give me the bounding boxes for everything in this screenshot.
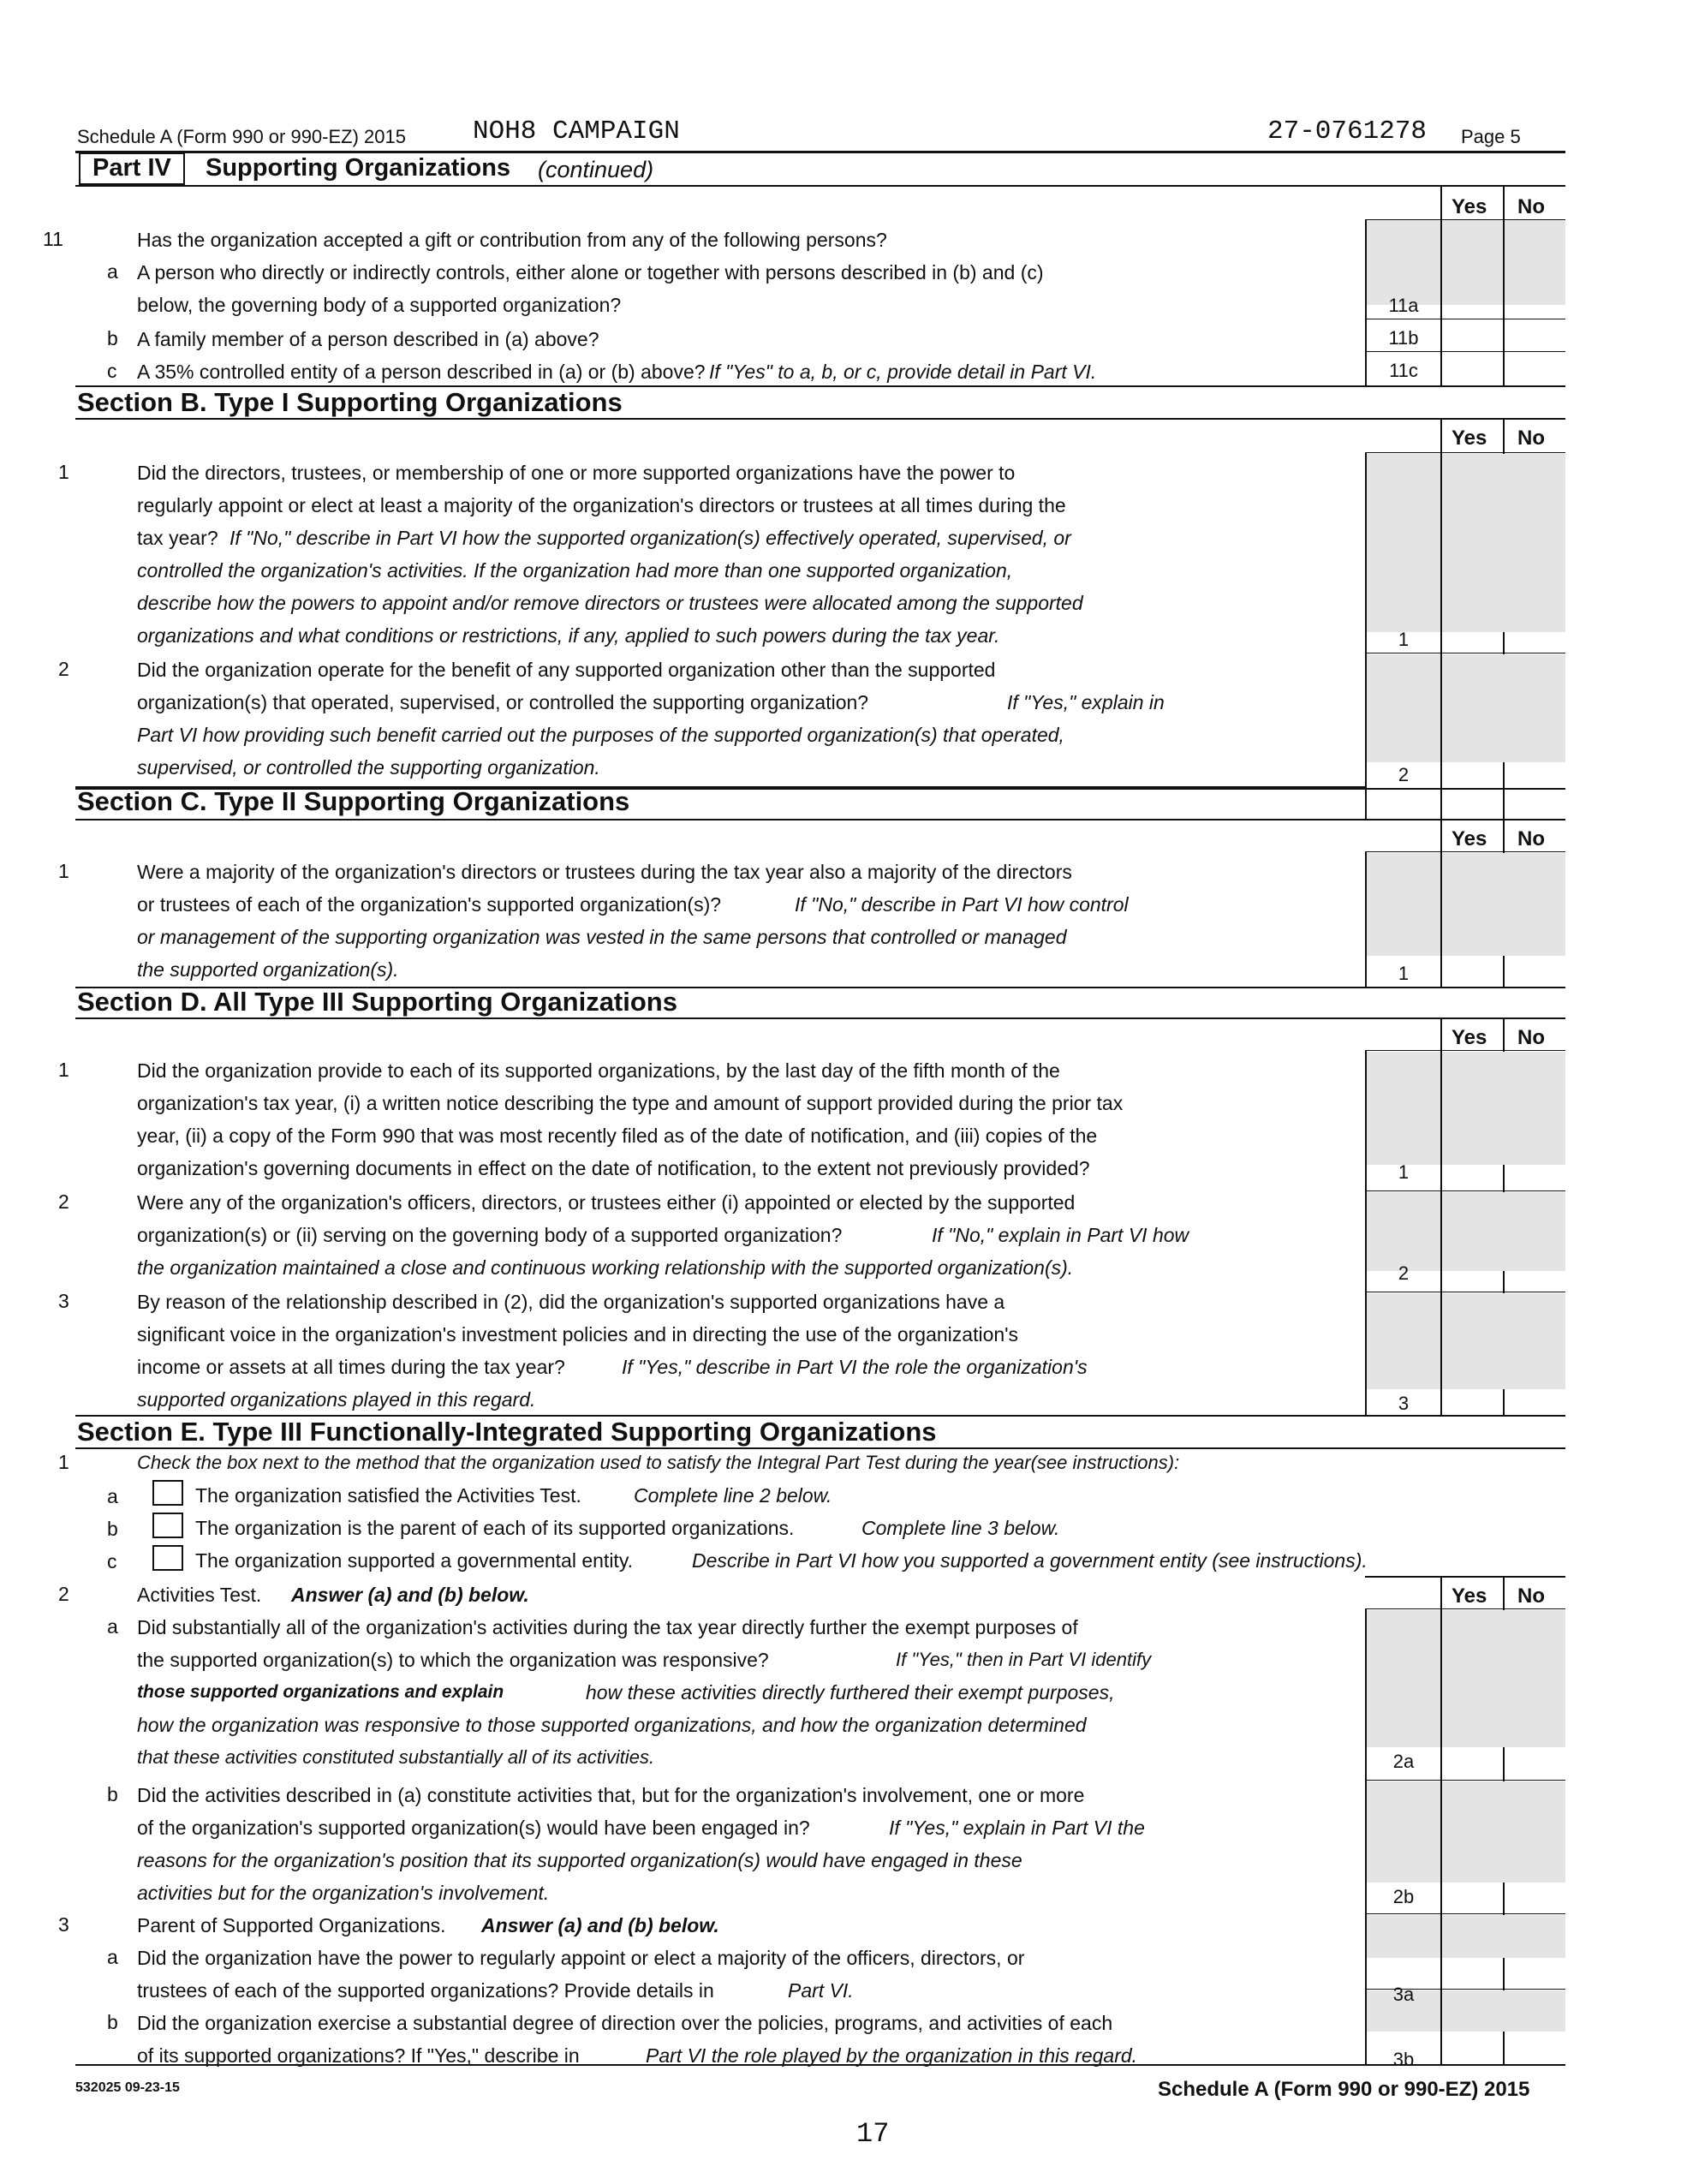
yes-box-e2b[interactable] bbox=[1440, 1883, 1503, 1913]
question-text: Did the organization operate for the benefit of any supported organization other than the supported bbox=[137, 659, 996, 681]
question-text: income or assets at all times during the tax year? bbox=[137, 1356, 565, 1378]
shaded-cell bbox=[1442, 1915, 1565, 1958]
no-box-d2[interactable] bbox=[1503, 1271, 1565, 1292]
no-box-c1[interactable] bbox=[1503, 956, 1565, 985]
checkbox-governmental-entity[interactable] bbox=[152, 1545, 183, 1571]
line-label-d2: 2 bbox=[1398, 1262, 1410, 1284]
shaded-cell bbox=[1442, 1293, 1565, 1389]
question-number: 3 bbox=[58, 1913, 69, 1936]
question-text: organization's governing documents in effect on the date of notification, to the extent not previously provided? bbox=[137, 1157, 1090, 1179]
no-column-header: No bbox=[1517, 427, 1545, 450]
no-box-e2a[interactable] bbox=[1503, 1747, 1565, 1780]
yes-box-11a[interactable] bbox=[1440, 305, 1503, 319]
question-number: 1 bbox=[58, 461, 69, 483]
question-instruction: controlled the organization's activities. If the organization had more than one supported organization, bbox=[137, 559, 1013, 582]
question-text: organization's tax year, (i) a written notice describing the type and amount of support provided during the prior tax bbox=[137, 1092, 1124, 1114]
question-text: Did the directors, trustees, or membership of one or more supported organizations have the power to bbox=[137, 462, 1016, 484]
question-instruction: Part VI. bbox=[788, 1979, 854, 2002]
checkbox-activities-test[interactable] bbox=[152, 1480, 183, 1506]
yes-column-header: Yes bbox=[1452, 827, 1487, 850]
no-column-header: No bbox=[1517, 1584, 1545, 1608]
shaded-cell bbox=[1367, 1293, 1440, 1389]
no-box-d1[interactable] bbox=[1503, 1165, 1565, 1190]
question-instruction: If "Yes," then in Part VI identify bbox=[896, 1649, 1152, 1670]
question-text: below, the governing body of a supported organization? bbox=[137, 294, 622, 316]
question-text: year, (ii) a copy of the Form 990 that was most recently filed as of the date of notification, and (iii) copies of the bbox=[137, 1125, 1098, 1147]
line-label-e3b: 3b bbox=[1392, 2049, 1415, 2070]
question-instruction: activities but for the organization's involvement. bbox=[137, 1882, 550, 1904]
question-text: regularly appoint or elect at least a majority of the organization's directors or trustees at all times during the bbox=[137, 494, 1066, 516]
question-letter: a bbox=[107, 1615, 118, 1638]
yes-box-c1[interactable] bbox=[1440, 956, 1503, 985]
question-letter: a bbox=[107, 260, 118, 283]
question-text: A person who directly or indirectly controls, either alone or together with persons described in (b) and (c) bbox=[137, 261, 1044, 283]
question-instruction: that these activities constituted substantially all of its activities. bbox=[137, 1746, 655, 1768]
shaded-cell bbox=[1442, 1192, 1565, 1271]
yes-box-11b[interactable] bbox=[1440, 320, 1503, 351]
yes-box-11c[interactable] bbox=[1440, 353, 1503, 384]
question-letter: b bbox=[107, 327, 118, 349]
yes-box-b1[interactable] bbox=[1440, 632, 1503, 653]
shaded-cell bbox=[1367, 853, 1440, 956]
yes-column-header: Yes bbox=[1452, 1584, 1487, 1608]
shaded-cell bbox=[1367, 454, 1440, 632]
question-instruction: If "No," describe in Part VI how control bbox=[795, 893, 1129, 916]
line-label-d3: 3 bbox=[1398, 1393, 1410, 1414]
shaded-cell bbox=[1442, 454, 1565, 632]
question-text: Has the organization accepted a gift or contribution from any of the following persons? bbox=[137, 229, 887, 251]
question-text: A family member of a person described in (a) above? bbox=[137, 328, 599, 350]
option-text: The organization satisfied the Activities Test. bbox=[195, 1484, 581, 1507]
question-instruction: If "No," explain in Part VI how bbox=[932, 1224, 1189, 1246]
line-label-11c: 11c bbox=[1389, 360, 1418, 381]
question-instruction: Answer (a) and (b) below. bbox=[481, 1914, 719, 1936]
part-label: Part IV bbox=[92, 154, 171, 182]
option-text: The organization supported a governmental entity. bbox=[195, 1549, 633, 1572]
question-instruction: Answer (a) and (b) below. bbox=[291, 1584, 529, 1606]
option-instruction: Complete line 3 below. bbox=[861, 1517, 1060, 1539]
question-text: Were any of the organization's officers, directors, or trustees either (i) appointed or elected by the supported bbox=[137, 1191, 1076, 1214]
option-text: The organization is the parent of each of its supported organizations. bbox=[195, 1517, 795, 1539]
question-letter: b bbox=[107, 2011, 118, 2033]
line-label-11a: 11a bbox=[1388, 295, 1419, 316]
question-text: tax year? bbox=[137, 527, 218, 549]
line-label-c1: 1 bbox=[1398, 963, 1410, 984]
question-letter: b bbox=[107, 1518, 118, 1540]
question-text: trustees of each of the supported organizations? Provide details in bbox=[137, 1979, 714, 2002]
question-instruction: those supported organizations and explain bbox=[137, 1682, 504, 1702]
form-reference: Schedule A (Form 990 or 990-EZ) 2015 bbox=[77, 126, 406, 147]
shaded-cell bbox=[1442, 654, 1565, 762]
no-box-e3a[interactable] bbox=[1503, 1958, 1565, 1989]
page-label: Page 5 bbox=[1461, 126, 1521, 147]
shaded-cell bbox=[1442, 1781, 1565, 1883]
shaded-cell bbox=[1442, 1610, 1565, 1747]
question-instruction: Check the box next to the method that the organization used to satisfy the Integral Part Test during the year(see instructions): bbox=[137, 1452, 1180, 1473]
shaded-cell bbox=[1442, 853, 1565, 956]
no-box-11b[interactable] bbox=[1503, 320, 1565, 351]
question-text: or trustees of each of the organization's supported organization(s)? bbox=[137, 893, 722, 916]
question-text: Parent of Supported Organizations. bbox=[137, 1914, 446, 1936]
question-text: organization(s) or (ii) serving on the governing body of a supported organization? bbox=[137, 1224, 843, 1246]
line-label-d1: 1 bbox=[1398, 1161, 1410, 1183]
question-text: Did the organization exercise a substantial degree of direction over the policies, programs, and activities of each bbox=[137, 2012, 1113, 2034]
shaded-cell bbox=[1367, 1781, 1440, 1883]
question-text: Were a majority of the organization's directors or trustees during the tax year also a majority of the directors bbox=[137, 861, 1072, 883]
question-letter: b bbox=[107, 1783, 118, 1805]
question-number: 1 bbox=[58, 1451, 69, 1473]
question-text: By reason of the relationship described in (2), did the organization's supported organizations have a bbox=[137, 1291, 1005, 1313]
section-b-title: Section B. Type I Supporting Organizations bbox=[77, 387, 623, 417]
part-title-suffix: (continued) bbox=[538, 157, 654, 182]
question-number: 11 bbox=[43, 228, 63, 250]
checkbox-parent-of-supported[interactable] bbox=[152, 1513, 183, 1538]
no-box-d3[interactable] bbox=[1503, 1389, 1565, 1413]
yes-box-e2a[interactable] bbox=[1440, 1747, 1503, 1780]
shaded-cell bbox=[1367, 1192, 1440, 1271]
question-text: of its supported organizations? If "Yes," describe in bbox=[137, 2044, 580, 2067]
section-d-title: Section D. All Type III Supporting Organizations bbox=[77, 987, 677, 1017]
yes-column-header: Yes bbox=[1452, 427, 1487, 450]
question-instruction: or management of the supporting organization was vested in the same persons that controlled or managed bbox=[137, 926, 1067, 948]
question-letter: a bbox=[107, 1946, 118, 1968]
no-column-header: No bbox=[1517, 1026, 1545, 1049]
question-instruction: If "Yes" to a, b, or c, provide detail in Part VI. bbox=[709, 361, 1097, 383]
question-text: Did substantially all of the organization's activities during the tax year directly further the exempt purposes of bbox=[137, 1616, 1078, 1638]
question-instruction: If "Yes," explain in Part VI the bbox=[889, 1817, 1145, 1839]
question-instruction: If "No," describe in Part VI how the supported organization(s) effectively operated, supervised, or bbox=[230, 527, 1071, 549]
option-instruction: Describe in Part VI how you supported a government entity (see instructions). bbox=[692, 1549, 1368, 1572]
question-number: 2 bbox=[58, 1190, 69, 1213]
line-label-11b: 11b bbox=[1388, 327, 1419, 349]
footer-form-reference: Schedule A (Form 990 or 990-EZ) 2015 bbox=[1158, 2078, 1530, 2101]
no-box-b1[interactable] bbox=[1503, 632, 1565, 653]
shaded-cell bbox=[1365, 219, 1440, 305]
organization-name: NOH8 CAMPAIGN bbox=[473, 116, 680, 146]
question-instruction: supported organizations played in this regard. bbox=[137, 1388, 536, 1411]
no-box-11c[interactable] bbox=[1503, 353, 1565, 384]
question-text: of the organization's supported organization(s) would have been engaged in? bbox=[137, 1817, 810, 1839]
question-text: Did the organization provide to each of its supported organizations, by the last day of the fifth month of the bbox=[137, 1059, 1060, 1082]
question-text: significant voice in the organization's investment policies and in directing the use of the organization's bbox=[137, 1323, 1019, 1346]
line-label-b1: 1 bbox=[1398, 629, 1410, 650]
option-instruction: Complete line 2 below. bbox=[634, 1484, 832, 1507]
no-column-header: No bbox=[1517, 195, 1545, 218]
yes-box-d3[interactable] bbox=[1440, 1389, 1503, 1413]
no-box-11a[interactable] bbox=[1503, 305, 1565, 319]
question-instruction: Part VI the role played by the organization in this regard. bbox=[646, 2044, 1138, 2067]
shaded-cell bbox=[1367, 654, 1440, 762]
no-box-e2b[interactable] bbox=[1503, 1883, 1565, 1913]
question-number: 1 bbox=[58, 860, 69, 882]
question-number: 3 bbox=[58, 1290, 69, 1312]
page-number: 17 bbox=[856, 2118, 890, 2150]
part-title: Supporting Organizations bbox=[206, 154, 511, 182]
question-text: Did the organization have the power to regularly appoint or elect a majority of the officers, directors, or bbox=[137, 1947, 1025, 1969]
question-text: A 35% controlled entity of a person described in (a) or (b) above? bbox=[137, 361, 706, 383]
question-number: 1 bbox=[58, 1059, 69, 1081]
question-text: the supported organization(s) to which the organization was responsive? bbox=[137, 1649, 769, 1671]
yes-box-e3a[interactable] bbox=[1440, 1958, 1503, 1989]
question-text: Did the activities described in (a) constitute activities that, but for the organization's involvement, one or more bbox=[137, 1784, 1085, 1806]
no-box-e3b[interactable] bbox=[1503, 2032, 1565, 2062]
section-e-title: Section E. Type III Functionally-Integrated Supporting Organizations bbox=[77, 1417, 937, 1447]
question-letter: a bbox=[107, 1485, 118, 1507]
shaded-cell bbox=[1442, 1990, 1565, 2032]
yes-box-d2[interactable] bbox=[1440, 1271, 1503, 1292]
question-number: 2 bbox=[58, 1583, 69, 1605]
shaded-cell bbox=[1442, 1052, 1565, 1165]
no-box-b2[interactable] bbox=[1503, 762, 1565, 819]
line-label-e2a: 2a bbox=[1392, 1751, 1415, 1772]
ein: 27-0761278 bbox=[1267, 116, 1428, 146]
shaded-cell bbox=[1367, 1610, 1440, 1747]
yes-box-e3b[interactable] bbox=[1440, 2032, 1503, 2062]
yes-column-header: Yes bbox=[1452, 1026, 1487, 1049]
section-c-title: Section C. Type II Supporting Organizations bbox=[77, 786, 630, 816]
form-code: 532025 09-23-15 bbox=[75, 2080, 180, 2095]
line-label-e2b: 2b bbox=[1392, 1886, 1415, 1907]
question-instruction: If "Yes," explain in bbox=[1007, 691, 1165, 713]
question-instruction: how these activities directly furthered their exempt purposes, bbox=[586, 1681, 1115, 1704]
question-instruction: the supported organization(s). bbox=[137, 958, 399, 981]
question-instruction: If "Yes," describe in Part VI the role the organization's bbox=[622, 1356, 1088, 1378]
question-instruction: how the organization was responsive to those supported organizations, and how the organization determined bbox=[137, 1714, 1087, 1736]
question-number: 2 bbox=[58, 658, 69, 680]
question-instruction: describe how the powers to appoint and/or remove directors or trustees were allocated among the supported bbox=[137, 592, 1083, 614]
question-letter: c bbox=[107, 1550, 117, 1572]
line-label-e3a: 3a bbox=[1392, 1984, 1415, 2005]
part-label-box bbox=[79, 152, 185, 185]
yes-box-d1[interactable] bbox=[1440, 1165, 1503, 1190]
question-instruction: supervised, or controlled the supporting organization. bbox=[137, 756, 600, 779]
question-instruction: Part VI how providing such benefit carried out the purposes of the supported organization(s) that operated, bbox=[137, 724, 1064, 746]
question-instruction: the organization maintained a close and continuous working relationship with the supported organization(s). bbox=[137, 1256, 1074, 1279]
shaded-cell bbox=[1367, 1052, 1440, 1165]
no-column-header: No bbox=[1517, 827, 1545, 850]
yes-column-header: Yes bbox=[1452, 195, 1487, 218]
question-text: organization(s) that operated, supervised, or controlled the supporting organization? bbox=[137, 691, 869, 713]
line-label-b2: 2 bbox=[1398, 764, 1410, 785]
question-text: Activities Test. bbox=[137, 1584, 262, 1606]
shaded-cell bbox=[1367, 1915, 1440, 1958]
yes-box-b2[interactable] bbox=[1440, 762, 1503, 819]
question-instruction: reasons for the organization's position that its supported organization(s) would have engaged in these bbox=[137, 1849, 1022, 1871]
question-letter: c bbox=[107, 360, 117, 382]
question-instruction: organizations and what conditions or restrictions, if any, applied to such powers during the tax year. bbox=[137, 624, 1000, 647]
